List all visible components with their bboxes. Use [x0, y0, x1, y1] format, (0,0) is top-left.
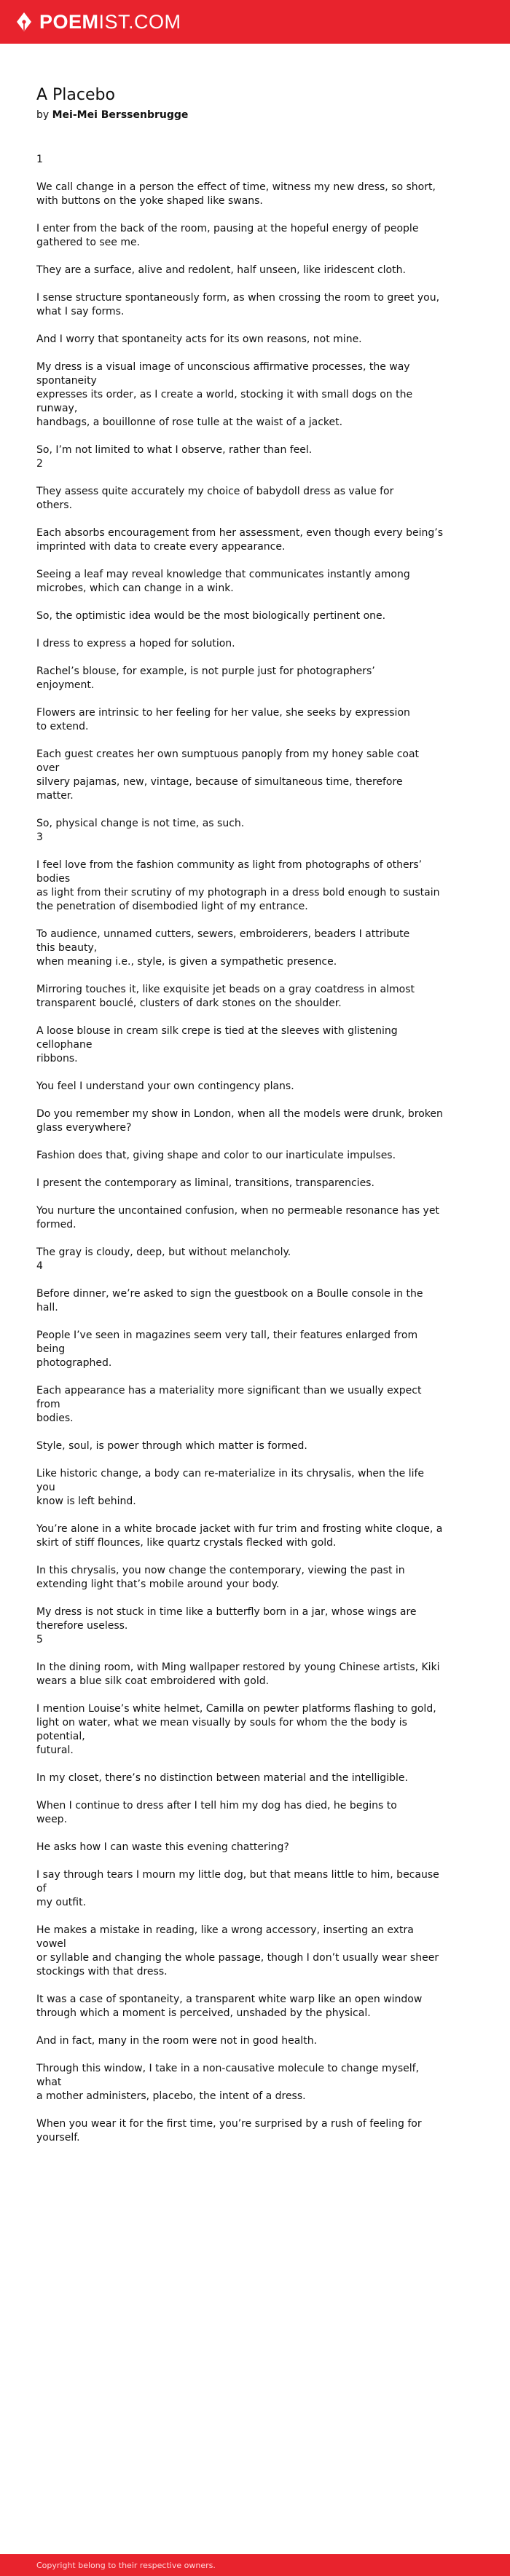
- poem-line: ribbons.: [36, 1053, 78, 1064]
- stanza: [36, 1467, 444, 1509]
- stanza: [36, 1439, 444, 1453]
- stanza: [36, 1522, 444, 1550]
- poem-line: They are a surface, alive and redolent, half unseen, like iridescent cloth.: [36, 264, 406, 276]
- author-name[interactable]: Mei-Mei Berssenbrugge: [52, 109, 189, 121]
- poem-line: extending light that’s mobile around your body.: [36, 1579, 280, 1590]
- poem-section: [36, 153, 444, 457]
- poem-line: You’re alone in a white brocade jacket with fur trim and frosting white cloque, a: [36, 1523, 443, 1535]
- poem-line: microbes, which can change in a wink.: [36, 582, 234, 594]
- site-footer: [0, 2554, 510, 2576]
- section-number: 5: [36, 1634, 43, 1645]
- poem-line: hall.: [36, 1302, 58, 1313]
- pen-nib-icon: [15, 12, 34, 32]
- poem-line: I feel love from the fashion community as light from photographs of others’ bodies: [36, 859, 423, 885]
- poem-title: A Placebo: [36, 86, 115, 104]
- poem-section: [36, 831, 444, 1260]
- copyright-text: Copyright belong to their respective owners.: [36, 2561, 216, 2570]
- poem-line: My dress is a visual image of unconscious affirmative processes, the way spontaneity: [36, 361, 410, 387]
- poem-line: I mention Louise’s white helmet, Camilla on pewter platforms flashing to gold,: [36, 1703, 436, 1715]
- poem-line: weep.: [36, 1814, 68, 1825]
- poem-byline: [36, 108, 444, 122]
- poem-line: or syllable and changing the whole passage, though I don’t usually wear sheer: [36, 1952, 439, 1964]
- poem-line: And in fact, many in the room were not in good health.: [36, 2035, 318, 2047]
- poem-line: People I’ve seen in magazines seem very tall, their features enlarged from being: [36, 1330, 418, 1355]
- stanza: [36, 2034, 444, 2048]
- stanza: [36, 568, 444, 596]
- poem-line: the penetration of disembodied light of my entrance.: [36, 901, 308, 912]
- poem-line: Seeing a leaf may reveal knowledge that communicates instantly among: [36, 569, 410, 580]
- stanza: [36, 181, 444, 208]
- stanza: [36, 1564, 444, 1592]
- poem-line: I sense structure spontaneously form, as when crossing the room to greet you,: [36, 292, 440, 304]
- stanza: [36, 928, 444, 969]
- poem-line: light on water, what we mean visually by souls for whom the the body is potential,: [36, 1717, 407, 1742]
- poem-line: The gray is cloudy, deep, but without melancholy.: [36, 1246, 291, 1258]
- poem-line: photographed.: [36, 1357, 112, 1369]
- poem-line: Through this window, I take in a non-causative molecule to change myself, what: [36, 2063, 420, 2088]
- poem-line: When I continue to dress after I tell him my dog has died, he begins to: [36, 1800, 397, 1812]
- poem-line: They assess quite accurately my choice of babydoll dress as value for: [36, 486, 394, 497]
- poem-line: therefore useless.: [36, 1620, 128, 1632]
- poem-line: Rachel’s blouse, for example, is not purple just for photographers’: [36, 665, 375, 677]
- poem-line: Each appearance has a materiality more significant than we usually expect from: [36, 1385, 422, 1410]
- poem-line: You feel I understand your own contingency plans.: [36, 1080, 294, 1092]
- stanza: [36, 485, 444, 513]
- poem-line: others.: [36, 499, 73, 511]
- poem-line: silvery pajamas, new, vintage, because of simultaneous time, therefore: [36, 776, 403, 788]
- poem-line: We call change in a person the effect of time, witness my new dress, so short,: [36, 181, 436, 193]
- poem-line: Like historic change, a body can re-materialize in its chrysalis, when the life you: [36, 1468, 425, 1493]
- stanza: [36, 665, 444, 692]
- poem-line: when meaning i.e., style, is given a sympathetic presence.: [36, 956, 337, 968]
- stanza: [36, 2062, 444, 2103]
- poem-line: Each guest creates her own sumptuous panoply from my honey sable coat over: [36, 748, 420, 774]
- stanza: [36, 1924, 444, 1979]
- stanza: [36, 291, 444, 319]
- stanza: [36, 1287, 444, 1315]
- section-number: 2: [36, 458, 43, 470]
- poem-line: When you wear it for the first time, you’re surprised by a rush of feeling for: [36, 2118, 422, 2130]
- poem-line: I enter from the back of the room, pausing at the hopeful energy of people: [36, 223, 419, 234]
- poem-line: So, physical change is not time, as such.: [36, 818, 245, 829]
- poem-line: I dress to express a hoped for solution.: [36, 638, 235, 649]
- stanza: [36, 1702, 444, 1758]
- stanza: [36, 1993, 444, 2020]
- stanza: [36, 1799, 444, 1827]
- stanza: [36, 333, 444, 347]
- poem-line: I present the contemporary as liminal, transitions, transparencies.: [36, 1177, 374, 1189]
- poem-line: wears a blue silk coat embroidered with gold.: [36, 1675, 270, 1687]
- site-header: [0, 0, 510, 44]
- poem-line: transparent bouclé, clusters of dark stones on the shoulder.: [36, 997, 342, 1009]
- poem-line: a mother administers, placebo, the intent of a dress.: [36, 2090, 306, 2102]
- site-logo-text: POEMIST.COM: [39, 11, 181, 33]
- poem-body: [36, 153, 444, 2145]
- stanza: [36, 1841, 444, 1854]
- poem-line: handbags, a bouillonne of rose tulle at the waist of a jacket.: [36, 416, 343, 428]
- poem-line: Flowers are intrinsic to her feeling for her value, she seeks by expression: [36, 707, 410, 719]
- poem-line: through which a moment is perceived, unshaded by the physical.: [36, 2007, 371, 2019]
- stanza: [36, 222, 444, 250]
- poem-line: enjoyment.: [36, 679, 95, 691]
- poem-line: In my closet, there’s no distinction between material and the intelligible.: [36, 1772, 408, 1784]
- poem-section: [36, 1633, 444, 2145]
- poem-line: In the dining room, with Ming wallpaper restored by young Chinese artists, Kiki: [36, 1662, 440, 1673]
- stanza: [36, 1177, 444, 1190]
- poem-line: I say through tears I mourn my little dog, but that means little to him, because of: [36, 1869, 439, 1895]
- poem-line: futural.: [36, 1745, 74, 1756]
- poem-line: Style, soul, is power through which matter is formed.: [36, 1440, 307, 1452]
- poem-line: know is left behind.: [36, 1496, 136, 1507]
- poem-line: to extend.: [36, 721, 89, 732]
- section-number: 4: [36, 1260, 43, 1272]
- poem-line: imprinted with data to create every appearance.: [36, 541, 286, 553]
- poem-line: gathered to see me.: [36, 237, 141, 248]
- poem-line: stockings with that dress.: [36, 1966, 168, 1978]
- section-number: 3: [36, 831, 43, 843]
- poem-line: glass everywhere?: [36, 1122, 132, 1134]
- stanza: [36, 1024, 444, 1066]
- stanza: [36, 1868, 444, 1910]
- stanza: [36, 1384, 444, 1426]
- stanza: [36, 1204, 444, 1232]
- poem-content: [36, 86, 444, 2145]
- poem-section: [36, 1260, 444, 1633]
- poem-line: this beauty,: [36, 942, 98, 954]
- stanza: [36, 526, 444, 554]
- poem-line: as light from their scrutiny of my photograph in a dress bold enough to sustain: [36, 887, 440, 898]
- poem-line: So, the optimistic idea would be the most biologically pertinent one.: [36, 610, 386, 622]
- poem-line: yourself.: [36, 2132, 80, 2144]
- stanza: [36, 1080, 444, 1094]
- poem-line: expresses its order, as I create a world, stocking it with small dogs on the runway,: [36, 389, 413, 414]
- poem-line: bodies.: [36, 1413, 74, 1424]
- stanza: [36, 983, 444, 1011]
- stanza: [36, 1246, 444, 1260]
- poem-line: Fashion does that, giving shape and color to our inarticulate impulses.: [36, 1150, 396, 1161]
- poem-line: my outfit.: [36, 1897, 87, 1908]
- stanza: [36, 706, 444, 734]
- poem-line: A loose blouse in cream silk crepe is tied at the sleeves with glistening cellophane: [36, 1025, 398, 1051]
- poem-line: And I worry that spontaneity acts for its own reasons, not mine.: [36, 333, 362, 345]
- byline-prefix: by: [36, 109, 50, 121]
- poem-line: You nurture the uncontained confusion, when no permeable resonance has yet: [36, 1205, 439, 1217]
- stanza: [36, 1661, 444, 1688]
- stanza: [36, 264, 444, 277]
- stanza: [36, 443, 444, 457]
- poem-line: matter.: [36, 790, 74, 802]
- site-logo[interactable]: [15, 10, 181, 33]
- stanza: [36, 1771, 444, 1785]
- poem-line: To audience, unnamed cutters, sewers, embroiderers, beaders I attribute: [36, 928, 410, 940]
- stanza: [36, 1605, 444, 1633]
- poem-line: In this chrysalis, you now change the contemporary, viewing the past in: [36, 1565, 405, 1576]
- poem-line: what I say forms.: [36, 306, 125, 317]
- poem-line: He makes a mistake in reading, like a wrong accessory, inserting an extra vowel: [36, 1924, 414, 1950]
- poem-line: with buttons on the yoke shaped like swans.: [36, 195, 263, 207]
- poem-line: Before dinner, we’re asked to sign the guestbook on a Boulle console in the: [36, 1288, 423, 1300]
- section-number: 1: [36, 154, 43, 165]
- poem-line: My dress is not stuck in time like a butterfly born in a jar, whose wings are: [36, 1606, 417, 1618]
- stanza: [36, 858, 444, 914]
- stanza: [36, 817, 444, 831]
- poem-line: skirt of stiff flounces, like quartz crystals flecked with gold.: [36, 1537, 337, 1549]
- poem-section: [36, 457, 444, 831]
- poem-line: It was a case of spontaneity, a transparent white warp like an open window: [36, 1994, 423, 2005]
- stanza: [36, 1107, 444, 1135]
- stanza: [36, 609, 444, 623]
- poem-line: formed.: [36, 1219, 76, 1230]
- stanza: [36, 2117, 444, 2145]
- stanza: [36, 1149, 444, 1163]
- stanza: [36, 360, 444, 430]
- stanza: [36, 1329, 444, 1370]
- poem-line: Each absorbs encouragement from her assessment, even though every being’s: [36, 527, 444, 539]
- stanza: [36, 748, 444, 803]
- stanza: [36, 637, 444, 651]
- poem-line: Mirroring touches it, like exquisite jet beads on a gray coatdress in almost: [36, 984, 415, 995]
- poem-line: So, I’m not limited to what I observe, rather than feel.: [36, 444, 313, 456]
- poem-line: Do you remember my show in London, when all the models were drunk, broken: [36, 1108, 443, 1120]
- poem-line: He asks how I can waste this evening chattering?: [36, 1841, 289, 1853]
